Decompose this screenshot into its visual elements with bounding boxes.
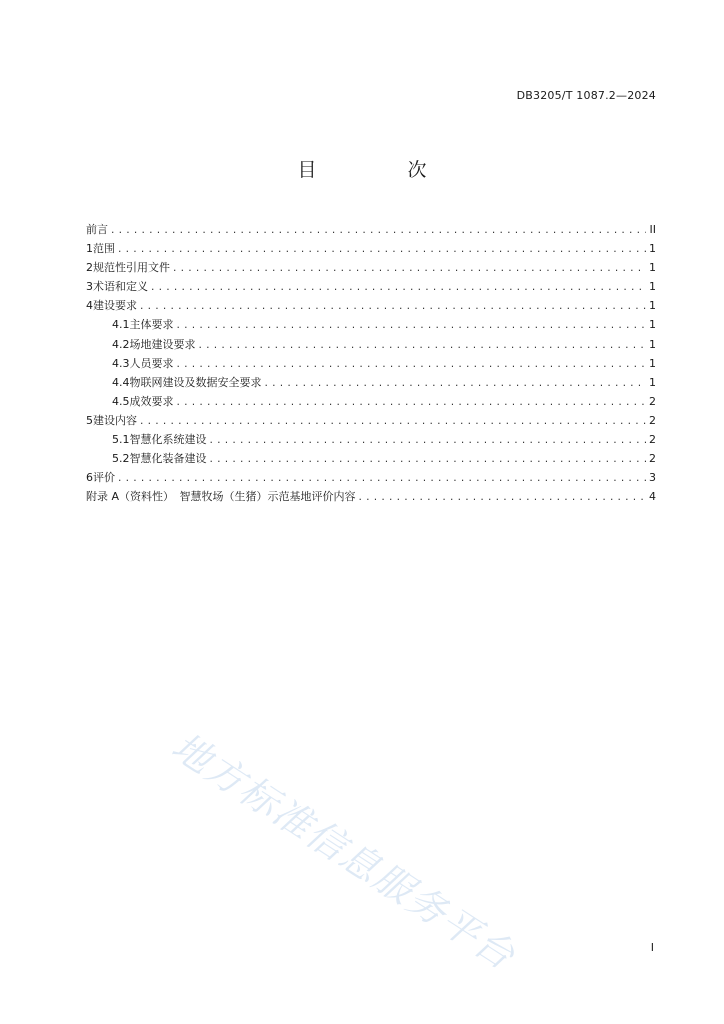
toc-entry-number: 4.3 <box>112 356 130 370</box>
toc-entry-normative-references[interactable] <box>86 258 656 277</box>
toc-entry-label: 建设要求 <box>93 299 137 313</box>
toc-entry-evaluation[interactable] <box>86 468 656 487</box>
toc-dot-leader <box>172 260 646 279</box>
toc-entry-scope[interactable] <box>86 239 656 258</box>
toc-entry-number: 2 <box>86 261 93 275</box>
toc-entry-page: 1 <box>649 318 656 332</box>
toc-entry-label: 场地建设要求 <box>129 337 196 351</box>
toc-entry-number: 1 <box>86 242 93 256</box>
toc-entry-page: 1 <box>649 356 656 370</box>
toc-entry-number: 6 <box>86 471 93 485</box>
toc-entry-4-2[interactable] <box>86 335 656 354</box>
toc-entry-page: 2 <box>649 413 656 427</box>
toc-entry-page: II <box>649 223 656 236</box>
toc-entry-label: 范围 <box>93 242 115 256</box>
toc-entry-number: 5.2 <box>112 452 130 466</box>
toc-entry-page: 1 <box>649 299 656 313</box>
toc-entry-label: 物联网建设及数据安全要求 <box>129 375 262 389</box>
watermark: 地方标准信息服务平台 <box>164 723 524 979</box>
toc-entry-page: 4 <box>649 490 656 504</box>
toc-entry-label: 主体要求 <box>129 318 174 332</box>
toc-entry-label: 术语和定义 <box>93 280 148 294</box>
toc-entry-label: 前言 <box>86 223 108 236</box>
toc-entry-label: 评价 <box>93 471 115 485</box>
toc-dot-leader <box>139 413 646 432</box>
toc-entry-number: 4.1 <box>112 318 130 332</box>
toc-entry-terms-definitions[interactable] <box>86 277 656 296</box>
toc-dot-leader <box>264 375 647 394</box>
toc-entry-4-1[interactable] <box>86 315 656 334</box>
toc-dot-leader <box>176 394 647 413</box>
toc-entry-foreword[interactable] <box>86 220 656 239</box>
toc-entry-label: 规范性引用文件 <box>93 261 170 275</box>
toc-entry-number: 4.4 <box>112 375 130 389</box>
toc-dot-leader <box>176 317 647 336</box>
toc-entry-page: 2 <box>649 394 656 408</box>
toc-dot-leader <box>209 451 647 470</box>
toc-entry-5-2[interactable] <box>86 449 656 468</box>
toc-entry-number: 4.2 <box>112 337 130 351</box>
toc-entry-number: 3 <box>86 280 93 294</box>
toc-entry-4-3[interactable] <box>86 354 656 373</box>
toc-entry-page: 1 <box>649 337 656 351</box>
toc-entry-label: 智慧化系统建设 <box>129 433 207 447</box>
toc-entry-page: 1 <box>649 375 656 389</box>
toc-dot-leader <box>117 241 646 260</box>
toc-entry-construction-content[interactable] <box>86 411 656 430</box>
page-number: I <box>650 941 654 954</box>
toc-entry-5-1[interactable] <box>86 430 656 449</box>
toc-entry-appendix-a[interactable] <box>86 487 656 506</box>
toc-entry-page: 3 <box>649 471 656 485</box>
toc-dot-leader <box>209 432 647 451</box>
toc-dot-leader <box>110 222 646 241</box>
toc-entry-label: 智慧化装备建设 <box>129 452 207 466</box>
toc-entry-label: 人员要求 <box>129 356 174 370</box>
toc-entry-number: 4 <box>86 299 93 313</box>
toc-entry-label: 成效要求 <box>129 394 174 408</box>
toc-entry-label: 建设内容 <box>93 413 137 427</box>
toc-entry-page: 2 <box>649 452 656 466</box>
toc-entry-number: 4.5 <box>112 394 130 408</box>
standard-number: DB3205/T 1087.2—2024 <box>516 89 656 102</box>
toc-entry-construction-requirements[interactable] <box>86 296 656 315</box>
toc-dot-leader <box>198 337 647 356</box>
toc-entry-page: 1 <box>649 242 656 256</box>
toc-entry-number: 5.1 <box>112 433 130 447</box>
toc-entry-page: 1 <box>649 280 656 294</box>
toc-entry-page: 2 <box>649 433 656 447</box>
toc-dot-leader <box>139 298 646 317</box>
toc-dot-leader <box>358 489 646 508</box>
toc-entry-number: 5 <box>86 413 93 427</box>
toc-entry-page: 1 <box>649 261 656 275</box>
toc-entry-4-4[interactable] <box>86 373 656 392</box>
toc-entry-4-5[interactable] <box>86 392 656 411</box>
page-title: 目 次 <box>297 159 463 181</box>
toc-dot-leader <box>150 279 646 298</box>
table-of-contents <box>86 220 656 506</box>
toc-entry-label: 附录 A（资料性） 智慧牧场（生猪）示范基地评价内容 <box>86 490 356 504</box>
